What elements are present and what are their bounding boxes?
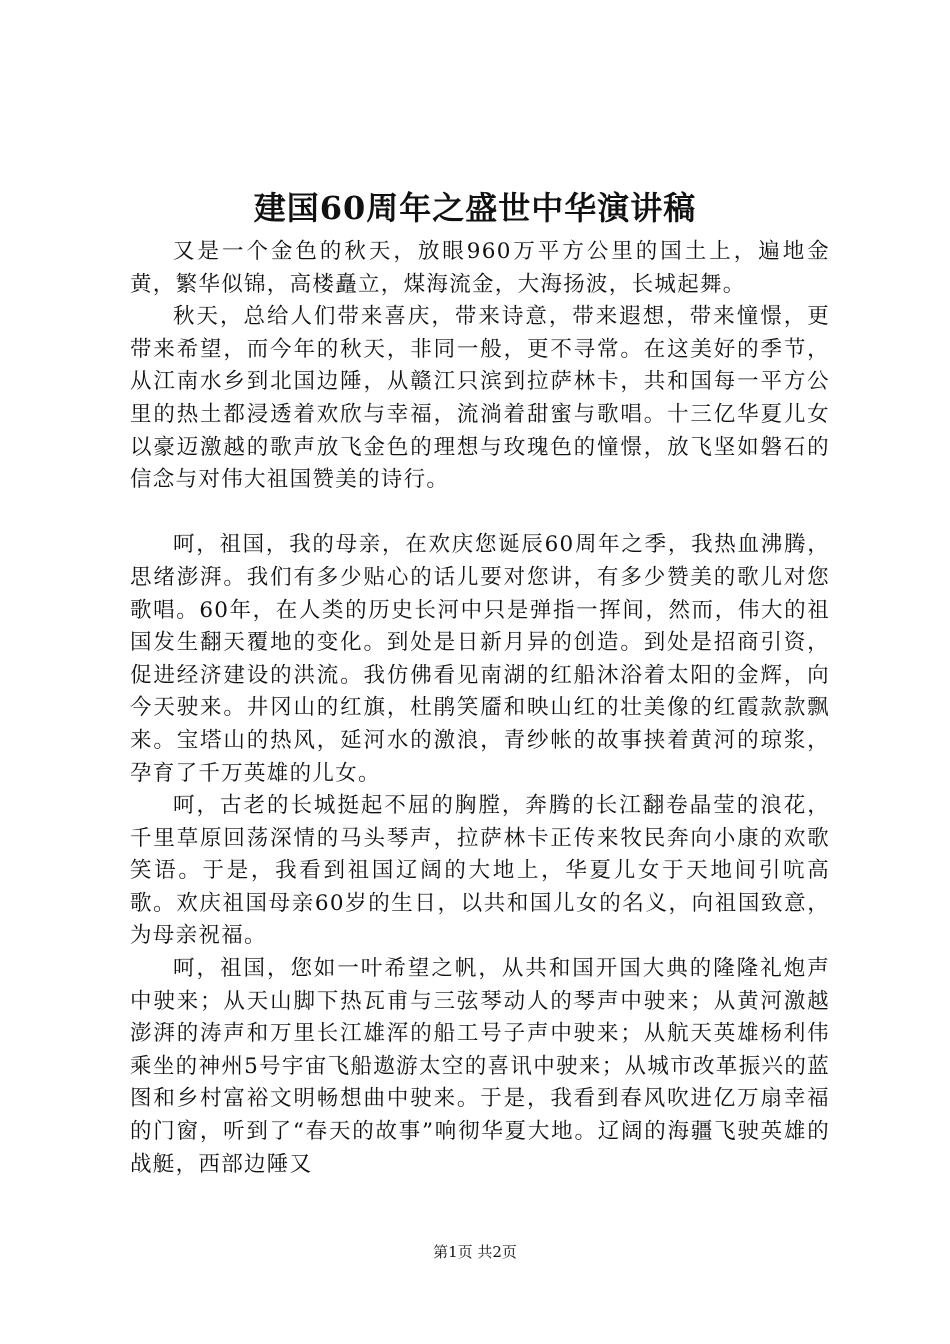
paragraph-5: 呵，祖国，您如一叶希望之帆，从共和国开国大典的隆隆礼炮声中驶来；从天山脚下热瓦甫与三弦琴动人的琴声中驶来；从黄河激越澎湃的涛声和万里长江雄浑的船工号子声中驶来；从航天英雄杨利伟乘坐的神州5号宇宙飞船遨游太空的喜讯中驶来；从城市改革振兴的蓝图和乡村富裕文明畅想曲中驶来。于是，我看到春风吹进亿万扇幸福的门窗，听到了“春天的故事”响彻华夏大地。辽阔的海疆飞驶英雄的战艇，西部边陲又 xyxy=(130,956,830,1177)
page-footer: 第1页 共2页 xyxy=(433,1243,517,1261)
document-body xyxy=(130,236,830,1181)
paragraph-1: 又是一个金色的秋天，放眼960万平方公里的国土上，遍地金黄，繁华似锦，高楼矗立，煤海流金，大海扬波，长城起舞。 xyxy=(130,239,830,297)
paragraph-3: 呵，祖国，我的母亲，在欢庆您诞辰60周年之季，我热血沸腾，思绪澎湃。我们有多少贴心的话儿要对您讲，有多少赞美的歌儿对您歌唱。60年，在人类的历史长河中只是弹指一挥间，然而，伟大的祖国发生翻天覆地的变化。到处是日新月异的创造。到处是招商引资，促进经济建设的洪流。我仿佛看见南湖的红船沐浴着太阳的金辉，向今天驶来。井冈山的红旗，杜鹃笑靥和映山红的壮美像的红霞款款飘来。宝塔山的热风，延河水的激浪，青纱帐的故事挟着黄河的琼浆，孕育了千万英雄的儿女。 xyxy=(130,532,830,786)
paragraph-2: 秋天，总给人们带来喜庆，带来诗意，带来遐想，带来憧憬，更带来希望，而今年的秋天，非同一般，更不寻常。在这美好的季节，从江南水乡到北国边陲，从赣江只滨到拉萨林卡，共和国每一平方公里的热土都浸透着欢欣与幸福，流淌着甜蜜与歌唱。十三亿华夏儿女以豪迈激越的歌声放飞金色的理想与玫瑰色的憧憬，放飞坚如磐石的信念与对伟大祖国赞美的诗行。 xyxy=(130,304,830,493)
paragraph-4: 呵，古老的长城挺起不屈的胸膛，奔腾的长江翻卷晶莹的浪花，千里草原回荡深情的马头琴声，拉萨林卡正传来牧民奔向小康的欢歌笑语。于是，我看到祖国辽阔的大地上，华夏儿女于天地间引吭高歌。欢庆祖国母亲60岁的生日，以共和国儿女的名义，向祖国致意，为母亲祝福。 xyxy=(130,793,830,949)
page-title: 建国60周年之盛世中华演讲稿 xyxy=(253,189,697,227)
